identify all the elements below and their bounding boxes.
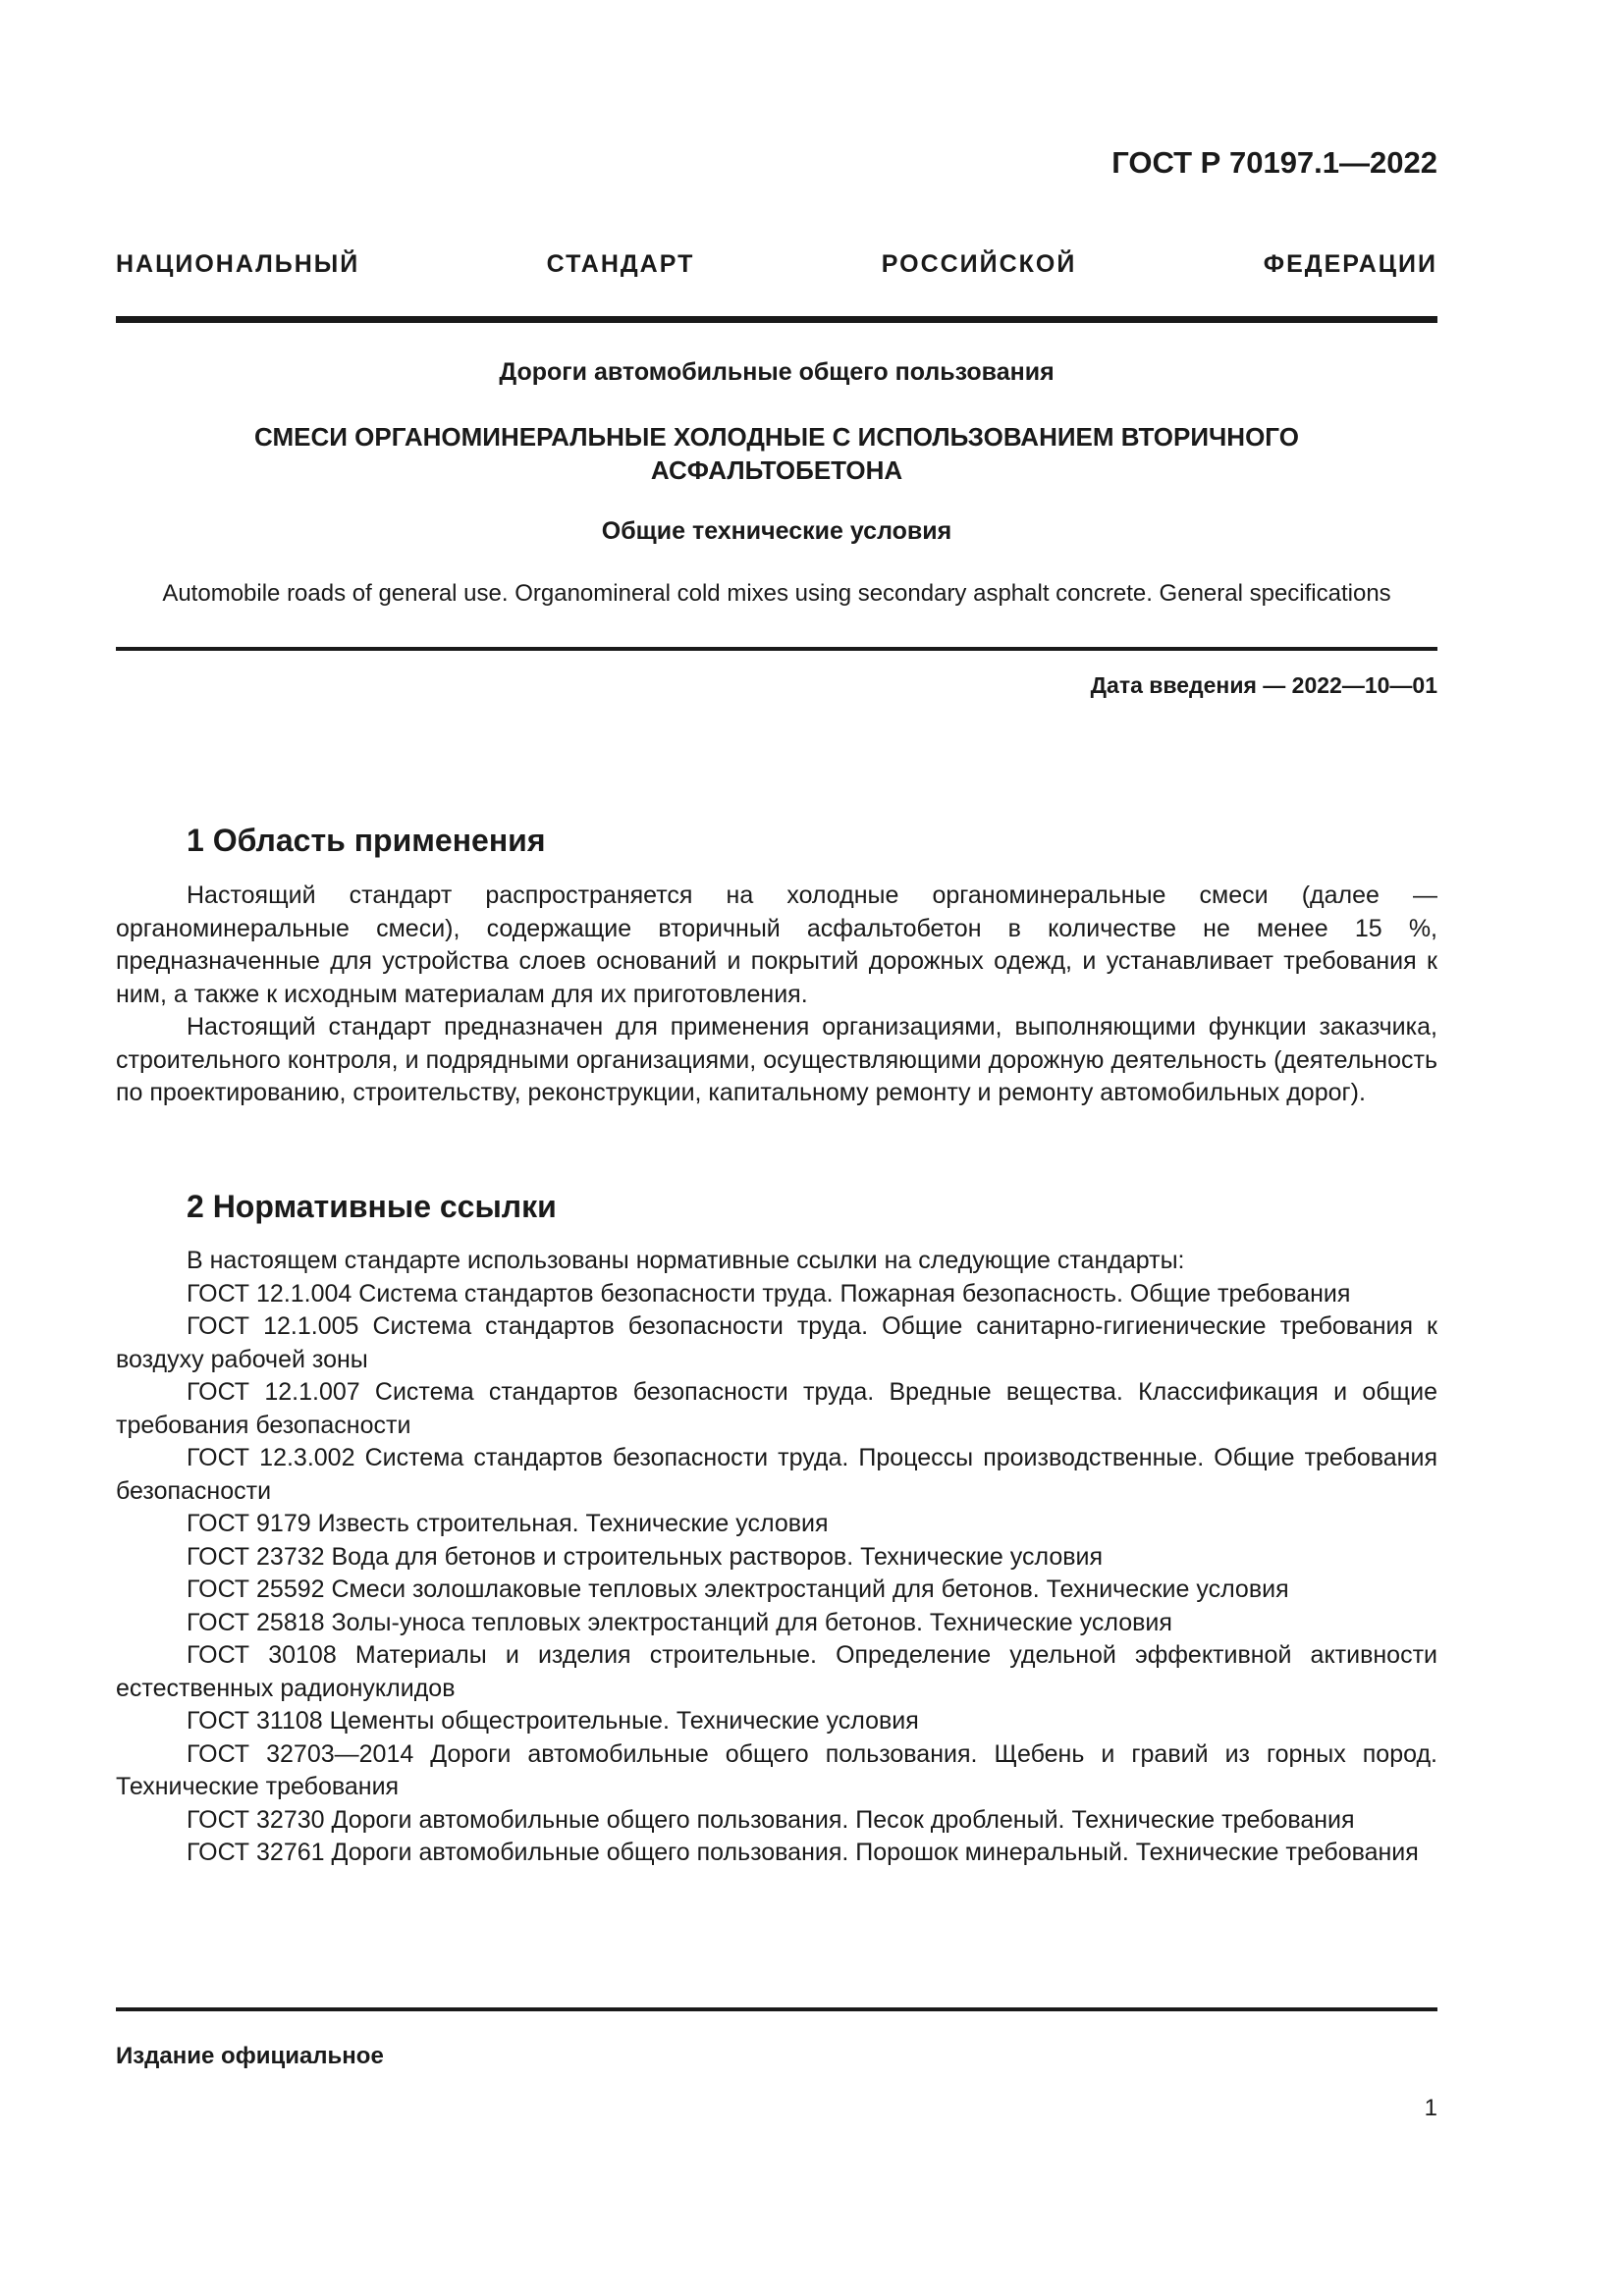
official-edition-label: Издание официальное bbox=[116, 2043, 384, 2069]
document-subject: Дороги автомобильные общего пользования bbox=[499, 358, 1055, 386]
reference-item: ГОСТ 30108 Материалы и изделия строительные. Определение удельной эффективной активности естественных радионуклидов bbox=[116, 1641, 1437, 1702]
section-2-heading: 2 Нормативные ссылки bbox=[187, 1189, 557, 1224]
page-number: 1 bbox=[1424, 2095, 1437, 2121]
reference-item: ГОСТ 12.1.007 Система стандартов безопасности труда. Вредные вещества. Классификация и общие требования безопасности bbox=[116, 1378, 1437, 1439]
introduction-date: Дата введения — 2022—10—01 bbox=[1090, 672, 1437, 698]
footer-rule bbox=[116, 2007, 1437, 2011]
reference-item: ГОСТ 32703—2014 Дороги автомобильные общего пользования. Щебень и гравий из горных пород. Технические требования bbox=[116, 1739, 1437, 1800]
section-1-paragraph: Настоящий стандарт распространяется на холодные органоминеральные смеси (далее — органоминеральные смеси), содержащие вторичный асфальтобетон в количестве не менее 15 %, предназначенные для устройства слоев оснований и покрытий дорожных одежд, и устанавливает требования к ним, а также к исходным материалам для их приготовления. bbox=[116, 881, 1437, 1008]
reference-item: ГОСТ 12.1.005 Система стандартов безопасности труда. Общие санитарно-гигиенические требования к воздуху рабочей зоны bbox=[116, 1312, 1437, 1373]
reference-item: ГОСТ 25592 Смеси золошлаковые тепловых электростанций для бетонов. Технические условия bbox=[187, 1575, 1289, 1603]
section-1-body bbox=[116, 880, 1437, 1110]
header-rule bbox=[116, 316, 1437, 323]
document-spec: Общие технические условия bbox=[601, 517, 952, 545]
national-standard-banner: НАЦИОНАЛЬНЫЙ СТАНДАРТ РОССИЙСКОЙ ФЕДЕРАЦИИ bbox=[116, 250, 1437, 278]
reference-item: ГОСТ 12.3.002 Система стандартов безопасности труда. Процессы производственные. Общие требования безопасности bbox=[116, 1444, 1437, 1505]
document-title bbox=[116, 420, 1437, 487]
document-title-line-2: АСФАЛЬТОБЕТОНА bbox=[650, 455, 903, 485]
reference-item: ГОСТ 32730 Дороги автомобильные общего пользования. Песок дробленый. Технические требования bbox=[187, 1805, 1355, 1834]
reference-item: ГОСТ 25818 Золы-уноса тепловых электростанций для бетонов. Технические условия bbox=[187, 1608, 1172, 1636]
reference-item: ГОСТ 23732 Вода для бетонов и строительных растворов. Технические условия bbox=[187, 1542, 1104, 1571]
references-intro: В настоящем стандарте использованы нормативные ссылки на следующие стандарты: bbox=[187, 1247, 1185, 1274]
section-1-paragraph: Настоящий стандарт предназначен для применения организациями, выполняющими функции заказчика, строительного контроля, и подрядными организациями, осуществляющими дорожную деятельность (деятельность по проектированию, строительству, реконструкции, капитальному ремонту и ремонту автомобильных дорог). bbox=[116, 1013, 1437, 1106]
title-rule bbox=[116, 647, 1437, 651]
normative-references-list bbox=[116, 1245, 1437, 1870]
section-1-heading: 1 Область применения bbox=[187, 823, 546, 858]
reference-item: ГОСТ 12.1.004 Система стандартов безопасности труда. Пожарная безопасность. Общие требования bbox=[187, 1279, 1351, 1308]
document-number: ГОСТ Р 70197.1—2022 bbox=[1111, 145, 1437, 180]
reference-item: ГОСТ 31108 Цементы общестроительные. Технические условия bbox=[187, 1707, 919, 1735]
reference-item: ГОСТ 32761 Дороги автомобильные общего пользования. Порошок минеральный. Технические требования bbox=[187, 1839, 1419, 1866]
reference-item: ГОСТ 9179 Известь строительная. Технические условия bbox=[187, 1510, 829, 1537]
english-title: Automobile roads of general use. Organomineral cold mixes using secondary asphalt concrete. General specifications bbox=[162, 580, 1391, 607]
document-title-line-1: СМЕСИ ОРГАНОМИНЕРАЛЬНЫЕ ХОЛОДНЫЕ С ИСПОЛЬЗОВАНИЕМ ВТОРИЧНОГО bbox=[254, 422, 1299, 452]
